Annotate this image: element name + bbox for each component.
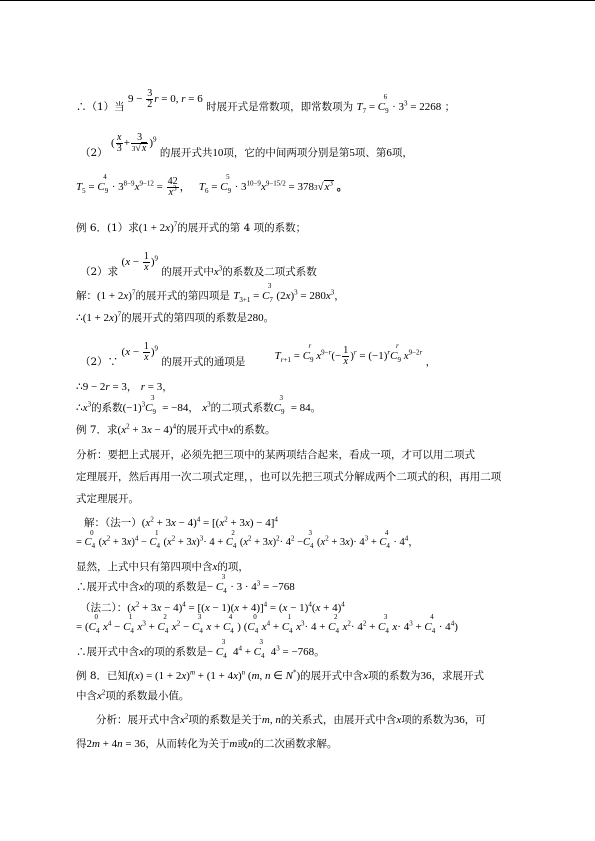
method-2-line-2: = $(C_4^0x^4 - C_4^1x^3 + C_4^2x^2 - C_4^3x + C_4^4) (C_4^0x^4 + C_4^1x^3\cdot 4 + C_4^2x^2\cdot 4^2 + C_4^3x\cdot 4^3 + C_4^4\cdot 4^4)$	[76, 613, 458, 636]
method-1-line-2: = $C_4^0(x^2 + 3x)^4 - C_4^1(x^2 + 3x)^3\cdot 4 + C_4^2(x^2 + 3x)^2\cdot 4^2 -C_4^3(x^2 + 3x)\cdot 4^3 + C_4^4\cdot 4^4$，	[76, 528, 419, 551]
solution-6-line-2: ∴(1 + 2x)$^7$的展开式的第四项的系数是280。	[76, 310, 275, 324]
analysis-8-line-2: 得2m + 4n = 36，从而转化为关于m或n的二次函数求解。	[76, 738, 338, 750]
example-8-line-1: 例 8．已知$f(x) = (1 + 2x)^m + (1 + 4x)^n$ (m, n ∈ N*)的展开式中含x项的系数为36，求展开式	[76, 668, 485, 682]
example-8-line-2: 中含$x^2$项的系数最小值。	[76, 688, 190, 702]
solution-line-1: ∴（1）当 9 − $\frac{3}{2}$ r = 0, r = 6 时展开式是常数项，即常数项为 $T_7 = C_9^6\cdot 3^3 = 2268$ ；	[76, 88, 456, 116]
example-6-line-2: （2）求 (x − $\frac{1}{x}$ )$^9$ 的展开式中$x^3$的系数及二项式系数	[80, 251, 317, 279]
method-1-line-3: 显然，上式中只有第四项中含x的项，	[76, 561, 249, 573]
solution-6-line-5: $\therefore x^3$的系数$(-1)^3C_9^3 = -84$， $x^3$的二项式系数$C_9^3 = 84$。	[76, 394, 322, 417]
example-6-line-1: 例 6．(1）求$(1 + 2x)^7$的展开式的第 4 项的系数；	[76, 220, 307, 234]
solution-line-2: （2） ( $\frac{x}{3}$ + $\frac{3}{3√x}$ )$^9$ 的展开式共10项，它的中间两项分别是第5项、第6项，	[80, 132, 413, 160]
solution-6-line-4: ∴9 − 2r = 3， r = 3，	[76, 381, 173, 393]
method-1-line-1: 解：（法一）$(x^2 + 3x - 4)^4 = [(x^2 + 3x) - 4]^4$	[84, 515, 278, 529]
solution-6-line-1: 解：$(1 + 2x)^7$的展开式的第四项是 $T_{3+1} = C_7^3(2x)^3 = 280x^3$，	[76, 282, 345, 305]
solution-line-3: $T_5 = C_9^4\cdot 3^{8-9}x^{9-12}$ = $\frac{42}{x^3}$ ， $T_6 = C_9^5\cdot 3^{10-9}x^{9-15/2} = 3783√x^3$ 。	[76, 173, 348, 198]
analysis-8-line-1: 分析：展开式中含$x^2$项的系数是关于m, n的关系式，由展开式中含x项的系数为36，可	[96, 712, 486, 726]
analysis-7-line-3: 式定理展开。	[76, 493, 139, 505]
analysis-7-line-1: 分析：要把上式展开，必须先把三项中的某两项结合起来，看成一项，才可以用二项式	[76, 449, 475, 461]
method-2-line-3: ∴展开式中含x的项的系数是− $C_4^3$ $4^4 + C_4^3$ $4^3 = -768$。	[76, 638, 325, 661]
solution-6-line-3: （2）∵ (x − $\frac{1}{x}$ )$^9$ 的展开式的通项是 $T_{r+1} = C_9^rx^{9-r}(-$ $\frac{1}{x}$ )$^r = (-1)^rC_9^rx^{9-2r}$ ，	[80, 341, 437, 369]
example-7-title: 例 7．求$(x^2 + 3x - 4)^4$的展开式中x的系数。	[76, 422, 276, 436]
top-rule	[0, 0, 595, 1]
analysis-7-line-2: 定理展开，然后再用一次二项式定理，，也可以先把三项式分解成两个二项式的积，再用二项	[76, 471, 502, 483]
method-2-line-1: （法二）：$(x^2 + 3x - 4)^4 = [(x - 1)(x + 4)]^4 = (x - 1)^4(x + 4)^4$	[80, 600, 345, 614]
method-1-line-4: ∴展开式中含x的项的系数是− $C_4^3\cdot 3 \cdot 4^3 = -768$	[76, 573, 295, 596]
